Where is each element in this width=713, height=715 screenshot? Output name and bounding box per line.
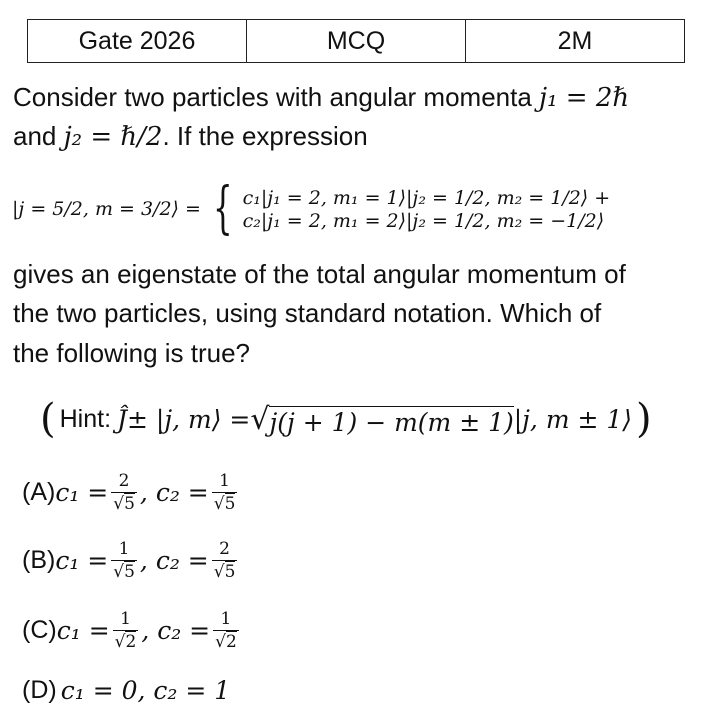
fraction-numerator: 1 [120, 608, 131, 629]
option-d-value: c₁ = 0, c₂ = 1 [60, 675, 231, 705]
state-term-2: c₂|j₁ = 2, m₁ = 2⟩|j₂ = 1/2, m₂ = −1/2⟩ [242, 209, 605, 232]
fraction-denominator: 5 [124, 561, 135, 582]
option-a[interactable] [22, 467, 240, 517]
c1-fraction [113, 609, 139, 652]
fraction-numerator: 1 [220, 608, 232, 629]
state-lhs: |j = 5/2, m = 3/2⟩ = [12, 198, 201, 220]
question-text: and [13, 121, 64, 151]
hint-lhs: Ĵ± |j, m⟩ = [117, 404, 251, 434]
c2-symbol: , c₂ = [139, 545, 209, 575]
j1-value: j₁ = 2ℏ [539, 83, 630, 113]
fraction-denominator: 5 [224, 561, 236, 582]
left-paren: ( [40, 396, 56, 442]
sqrt-sign: √ [114, 631, 126, 652]
c2-symbol: , c₂ = [139, 477, 209, 507]
hint [36, 393, 656, 445]
question-line-1 [13, 78, 629, 118]
c2-fraction [212, 471, 238, 514]
question-type-cell: MCQ [247, 20, 466, 62]
left-brace: { [212, 176, 233, 241]
c1-symbol: c₁ = [56, 615, 110, 645]
body-line-2: the two particles, using standard notation. Which of [13, 298, 602, 328]
marks-cell: 2M [557, 26, 593, 55]
c2-fraction [213, 609, 239, 652]
fraction-denominator: 2 [125, 631, 137, 652]
option-c[interactable] [22, 605, 242, 655]
state-cases [243, 187, 611, 232]
fraction-numerator: 1 [118, 538, 130, 559]
option-label: (C) [22, 615, 57, 644]
right-paren: ) [636, 396, 652, 442]
fraction-numerator: 1 [219, 470, 230, 491]
hint-label: Hint: [59, 404, 112, 433]
option-d[interactable] [22, 665, 230, 715]
option-label: (A) [22, 477, 56, 506]
header-table [27, 19, 685, 63]
option-label: (D) [22, 675, 57, 704]
state-term-1: c₁|j₁ = 2, m₁ = 1⟩|j₂ = 1/2, m₂ = 1/2⟩ + [242, 186, 611, 209]
fraction-denominator: 5 [224, 493, 236, 514]
hint-radicand: j(j + 1) − m(m ± 1) [269, 407, 514, 437]
c1-fraction [111, 471, 137, 514]
sqrt-sign: √ [113, 493, 125, 514]
j2-value: j₂ = ℏ/2 [63, 122, 163, 152]
c1-symbol: c₁ = [55, 545, 109, 575]
body-line-1: gives an eigenstate of the total angular momentum of [13, 259, 626, 289]
sqrt-sign: √ [213, 561, 225, 582]
c2-fraction [212, 539, 238, 582]
sqrt-sign: √ [215, 631, 226, 652]
option-label: (B) [22, 545, 56, 574]
fraction-numerator: 2 [118, 470, 130, 491]
sqrt [250, 402, 513, 437]
fraction-denominator: 2 [225, 631, 237, 652]
sqrt-sign: √ [213, 493, 225, 514]
body-line-3: the following is true? [13, 338, 251, 368]
question-text: . If the expression [162, 121, 368, 151]
option-b[interactable] [22, 535, 240, 585]
sqrt-sign: √ [113, 561, 125, 582]
fraction-denominator: 5 [124, 493, 135, 514]
c1-symbol: c₁ = [55, 477, 109, 507]
question-text: Consider two particles with angular momenta [13, 82, 540, 112]
c1-fraction [111, 539, 137, 582]
hint-rhs: |j, m ± 1⟩ [513, 404, 633, 434]
exam-cell: Gate 2026 [28, 20, 247, 62]
c2-symbol: , c₂ = [141, 615, 211, 645]
question-line-2 [13, 117, 368, 157]
state-equation [12, 174, 610, 244]
sqrt-sign: √ [250, 401, 270, 437]
fraction-numerator: 2 [219, 538, 230, 559]
